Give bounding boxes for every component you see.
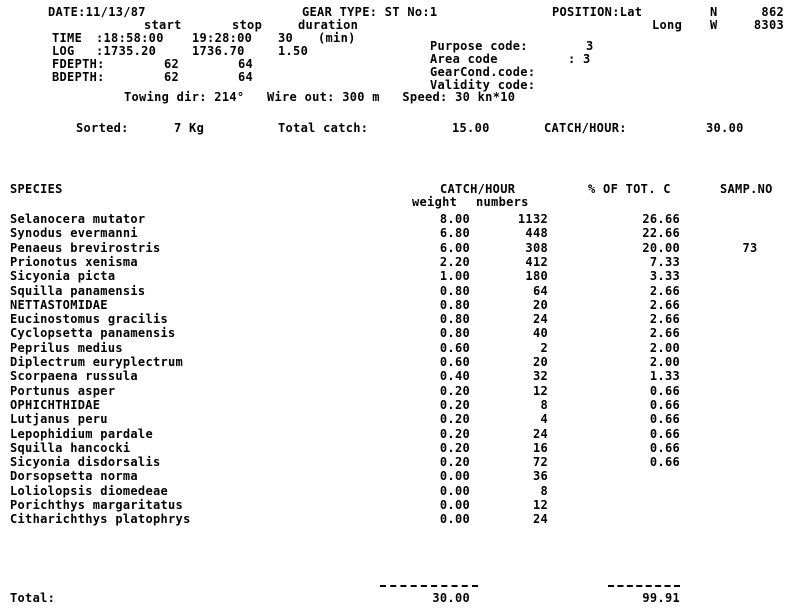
species-name: Citharichthys platophrys — [10, 512, 191, 527]
pct-of-total: 22.66 — [642, 226, 680, 241]
catch-hour-label: CATCH/HOUR: — [544, 121, 627, 135]
catch-numbers: 24 — [532, 312, 548, 327]
pct-of-total: 0.66 — [649, 440, 680, 455]
catch-numbers: 64 — [532, 283, 548, 298]
date-label: DATE:11/13/87 — [48, 5, 146, 19]
gear-type-label: GEAR TYPE: ST No:1 — [302, 5, 438, 19]
species-name: NETTASTOMIDAE — [10, 297, 108, 312]
catch-weight: 0.80 — [439, 326, 470, 341]
catch-weight: 0.80 — [439, 297, 470, 312]
catch-weight: 0.20 — [439, 383, 470, 398]
table-row — [0, 498, 800, 512]
time-unit: (min) — [318, 31, 356, 45]
time-start: :18:58:00 — [96, 31, 164, 45]
species-name: Sicyonia disdorsalis — [10, 455, 161, 470]
species-name: Selanocera mutator — [10, 212, 146, 226]
catch-weight: 0.20 — [439, 455, 470, 470]
table-row — [0, 441, 800, 455]
table-row — [0, 398, 800, 412]
fdepth-label: FDEPTH: — [52, 57, 105, 71]
validity-code-label: Validity code: — [430, 78, 536, 92]
catch-numbers: 2 — [540, 340, 548, 355]
weight-total-rule — [380, 585, 478, 587]
fdepth-stop: 64 — [238, 57, 254, 71]
catch-weight: 0.00 — [439, 469, 470, 484]
species-name: Peprilus medius — [10, 340, 123, 355]
bdepth-label: BDEPTH: — [52, 70, 105, 84]
species-name: Prionotus xenisma — [10, 254, 138, 269]
table-row — [0, 212, 800, 226]
pct-of-total: 7.33 — [649, 254, 680, 269]
catch-numbers: 1132 — [517, 212, 548, 226]
catch-weight: 2.20 — [439, 254, 470, 269]
samp-number: 73 — [742, 240, 758, 255]
pct-of-total: 20.00 — [642, 240, 680, 255]
species-name: Dorsopsetta norma — [10, 469, 138, 484]
lat-direction: N — [710, 5, 718, 19]
table-row — [0, 326, 800, 340]
pct-of-total: 3.33 — [649, 269, 680, 284]
catch-numbers: 12 — [532, 383, 548, 398]
catch-numbers: 8 — [540, 397, 548, 412]
catch-hour-value: 30.00 — [706, 121, 744, 135]
species-name: Loliolopsis diomedeae — [10, 483, 169, 498]
catch-numbers: 20 — [532, 355, 548, 369]
catch-numbers: 180 — [525, 269, 548, 284]
col-duration-header: duration — [298, 18, 359, 32]
position-label: POSITION:Lat — [552, 5, 643, 19]
total-catch-value: 15.00 — [452, 121, 490, 135]
total-weight: 30.00 — [432, 591, 470, 605]
species-name: Sicyonia picta — [10, 269, 116, 284]
catch-weight: 0.60 — [439, 340, 470, 355]
catch-weight: 0.40 — [439, 369, 470, 384]
catch-weight: 0.20 — [439, 397, 470, 412]
log-label: LOG — [52, 44, 75, 58]
catch-numbers: 72 — [532, 455, 548, 470]
pct-of-total: 1.33 — [649, 369, 680, 384]
lat-value: 862 — [761, 5, 784, 19]
pct-of-total: 2.66 — [649, 297, 680, 312]
towing-info-line: Towing dir: 214° Wire out: 300 m Speed: 30 kn*10 — [124, 90, 516, 104]
catch-weight: 0.00 — [439, 483, 470, 498]
catch-numbers: 24 — [532, 512, 548, 527]
fdepth-start: 62 — [164, 57, 180, 71]
catch-numbers: 40 — [532, 326, 548, 341]
total-pct: 99.91 — [642, 591, 680, 605]
purpose-code-label: Purpose code: — [430, 39, 528, 53]
weight-subheader: weight — [412, 195, 458, 209]
table-row — [0, 341, 800, 355]
pct-of-total: 2.66 — [649, 326, 680, 341]
table-row — [0, 226, 800, 240]
pct-of-total: 26.66 — [642, 212, 680, 226]
table-row — [0, 469, 800, 483]
species-name: Squilla panamensis — [10, 283, 146, 298]
table-row — [0, 412, 800, 426]
species-name: Eucinostomus gracilis — [10, 312, 169, 327]
catch-weight: 0.20 — [439, 440, 470, 455]
catch-numbers: 36 — [532, 469, 548, 484]
log-duration: 1.50 — [278, 44, 309, 58]
purpose-code-value: 3 — [586, 39, 594, 53]
table-row — [0, 427, 800, 441]
gearcond-code-label: GearCond.code: — [430, 65, 536, 79]
catch-weight: 0.80 — [439, 283, 470, 298]
pct-of-total: 2.66 — [649, 312, 680, 327]
table-row — [0, 384, 800, 398]
pct-of-total: 2.00 — [649, 355, 680, 369]
species-name: Lepophidium pardale — [10, 426, 153, 441]
species-name: Squilla hancocki — [10, 440, 131, 455]
log-stop: 1736.70 — [192, 44, 245, 58]
table-row — [0, 355, 800, 369]
catch-weight: 0.20 — [439, 426, 470, 441]
catch-weight: 6.00 — [439, 240, 470, 255]
pct-of-total: 0.66 — [649, 383, 680, 398]
table-row — [0, 312, 800, 326]
catch-numbers: 448 — [525, 226, 548, 241]
total-label: Total: — [10, 591, 56, 605]
catch-weight: 0.80 — [439, 312, 470, 327]
catch-weight: 1.00 — [439, 269, 470, 284]
table-row — [0, 298, 800, 312]
col-stop-header: stop — [232, 18, 263, 32]
species-name: Portunus asper — [10, 383, 116, 398]
long-direction: W — [710, 18, 718, 32]
numbers-subheader: numbers — [476, 195, 529, 209]
catch-numbers: 4 — [540, 412, 548, 427]
catch-numbers: 24 — [532, 426, 548, 441]
species-name: Diplectrum euryplectrum — [10, 355, 184, 369]
log-start: :1735.20 — [96, 44, 157, 58]
species-column-header: SPECIES — [10, 182, 63, 196]
table-row — [0, 255, 800, 269]
catch-weight: 8.00 — [439, 212, 470, 226]
table-row — [0, 455, 800, 469]
col-start-header: start — [144, 18, 182, 32]
catch-numbers: 8 — [540, 483, 548, 498]
area-code-label: Area code — [430, 52, 498, 66]
long-value: 8303 — [753, 18, 784, 32]
species-name: Scorpaena russula — [10, 369, 138, 384]
catch-numbers: 32 — [532, 369, 548, 384]
pct-total-rule — [608, 585, 680, 587]
bdepth-start: 62 — [164, 70, 180, 84]
catch-numbers: 308 — [525, 240, 548, 255]
species-name: OPHICHTHIDAE — [10, 397, 101, 412]
sorted-value: 7 Kg — [174, 121, 205, 135]
catch-numbers: 12 — [532, 498, 548, 512]
catch-weight: 0.20 — [439, 412, 470, 427]
pct-of-total: 0.66 — [649, 455, 680, 470]
species-name: Cyclopsetta panamensis — [10, 326, 176, 341]
catch-numbers: 412 — [525, 254, 548, 269]
table-row — [0, 369, 800, 383]
table-row — [0, 241, 800, 255]
catch-numbers: 16 — [532, 440, 548, 455]
catch-hour-column-header: CATCH/HOUR — [440, 182, 516, 196]
bdepth-stop: 64 — [238, 70, 254, 84]
time-label: TIME — [52, 31, 83, 45]
pct-of-total-column-header: % OF TOT. C — [588, 182, 671, 196]
area-code-value: : 3 — [568, 52, 591, 66]
catch-weight: 0.00 — [439, 512, 470, 527]
sorted-label: Sorted: — [76, 121, 129, 135]
time-stop: 19:28:00 — [192, 31, 253, 45]
species-name: Porichthys margaritatus — [10, 498, 184, 512]
pct-of-total: 2.66 — [649, 283, 680, 298]
long-label: Long — [652, 18, 683, 32]
total-catch-label: Total catch: — [278, 121, 369, 135]
pct-of-total: 0.66 — [649, 397, 680, 412]
catch-numbers: 20 — [532, 297, 548, 312]
species-name: Synodus evermanni — [10, 226, 138, 241]
table-row — [0, 284, 800, 298]
time-duration: 30 — [278, 31, 294, 45]
pct-of-total: 0.66 — [649, 412, 680, 427]
pct-of-total: 0.66 — [649, 426, 680, 441]
species-name: Lutjanus peru — [10, 412, 108, 427]
catch-weight: 6.80 — [439, 226, 470, 241]
species-name: Penaeus brevirostris — [10, 240, 161, 255]
catch-weight: 0.60 — [439, 355, 470, 369]
catch-weight: 0.00 — [439, 498, 470, 512]
table-row — [0, 269, 800, 283]
table-row — [0, 512, 800, 526]
table-row — [0, 484, 800, 498]
samp-no-column-header: SAMP.NO — [720, 182, 773, 196]
pct-of-total: 2.00 — [649, 340, 680, 355]
